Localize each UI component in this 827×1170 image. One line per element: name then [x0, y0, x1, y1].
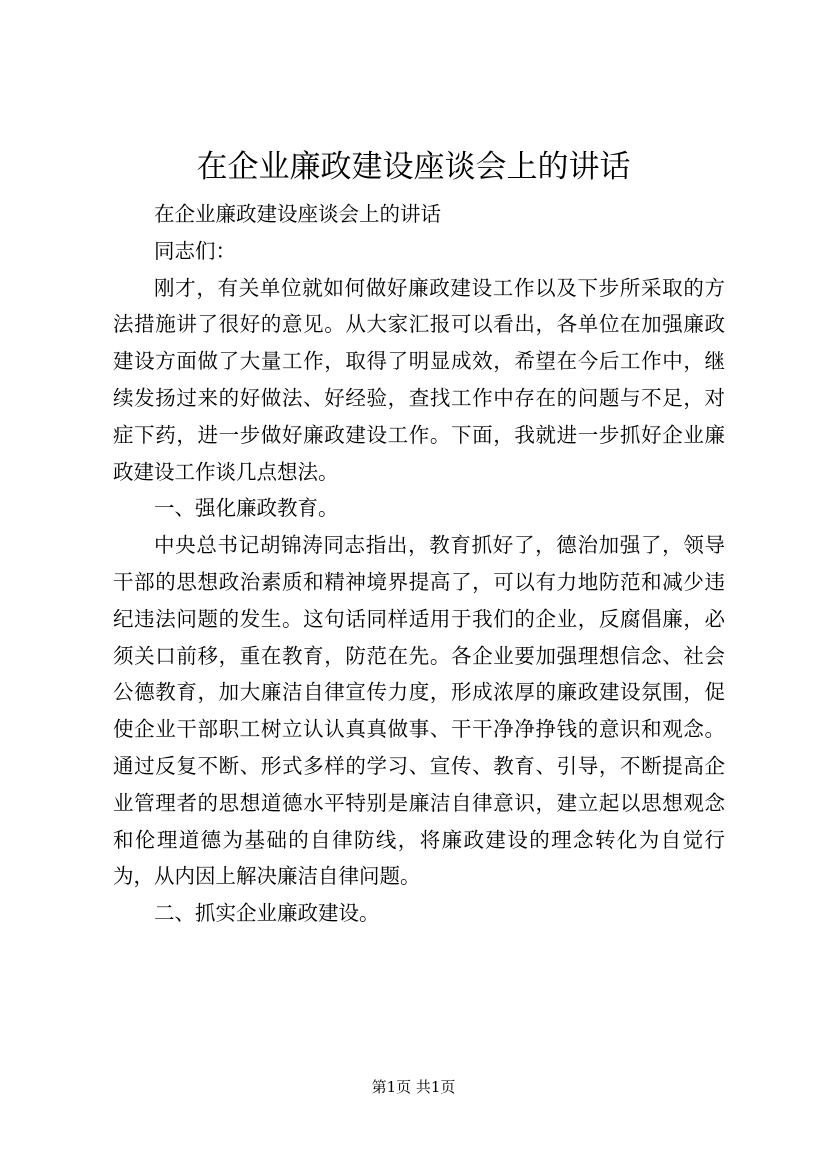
- subtitle-paragraph: 在企业廉政建设座谈会上的讲话: [154, 202, 441, 226]
- salutation-paragraph: 同志们：: [154, 238, 236, 263]
- intro-paragraph: 刚才，有关单位就如何做好廉政建设工作以及下步所采取的方法措施讲了很好的意见。从大家汇报可以看出，各单位在加强廉政建设方面做了大量工作，取得了明显成效，希望在今后工作中，继续发扬过来的好做法、好经验，查找工作中存在的问题与不足，对症下药，进一步做好廉政建设工作。下面，我就进一步抓好企业廉政建设工作谈几点想法。: [113, 275, 725, 484]
- document-title: 在企业廉政建设座谈会上的讲话: [196, 149, 631, 185]
- section-heading-2: 二、抓实企业廉政建设。: [154, 901, 380, 926]
- section-heading-1: 一、强化廉政教育。: [154, 496, 339, 521]
- document-body: [113, 196, 725, 932]
- page-number-footer: 第1页 共1页: [371, 1078, 456, 1096]
- section-paragraph-1: 中央总书记胡锦涛同志指出，教育抓好了，德治加强了，领导干部的思想政治素质和精神境界提高了，可以有力地防范和减少违纪违法问题的发生。这句话同样适用于我们的企业，反腐倡廉，必须关口前移，重在教育，防范在先。各企业要加强理想信念、社会公德教育，加大廉洁自律宣传力度，形成浓厚的廉政建设氛围，促使企业干部职工树立认认真真做事、干干净净挣钱的意识和观念。通过反复不断、形式多样的学习、宣传、教育、引导，不断提高企业管理者的思想道德水平特别是廉洁自律意识，建立起以思想观念和伦理道德为基础的自律防线，将廉政建设的理念转化为自觉行为，从内因上解决廉洁自律问题。: [113, 533, 725, 889]
